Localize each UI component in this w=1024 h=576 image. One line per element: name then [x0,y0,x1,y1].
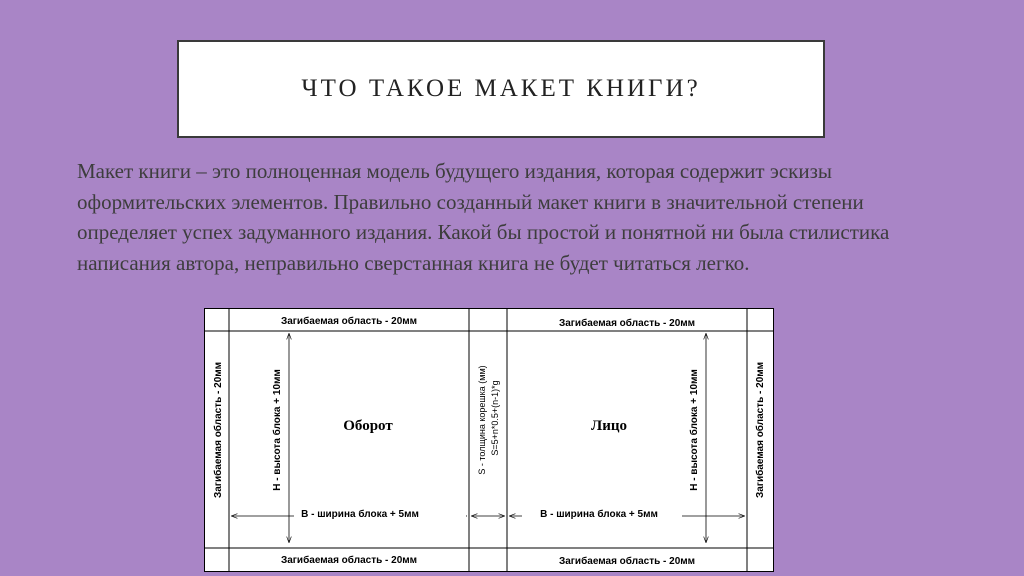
slide-title: ЧТО ТАКОЕ МАКЕТ КНИГИ? [301,75,701,102]
title-box [177,40,825,138]
right-height-label: H - высота блока + 10мм [689,369,700,491]
spine-thickness-label: S - толщина корешка (мм) [477,365,487,475]
left-width-label: B - ширина блока + 5мм [301,509,419,520]
right-bottom-fold-label: Загибаемая область - 20мм [558,556,696,567]
right-top-fold-label: Загибаемая область - 20мм [558,318,696,329]
spine-formula-label: S=5+n*0.5+(n-1)*g [490,380,500,456]
left-top-fold-label: Загибаемая область - 20мм [280,316,418,327]
book-layout-diagram [204,308,774,572]
right-width-label: B - ширина блока + 5мм [540,509,658,520]
left-bottom-fold-label: Загибаемая область - 20мм [280,555,418,566]
verso-page-label: Оборот [343,418,393,434]
recto-page-label: Лицо [591,418,627,434]
right-side-fold-label: Загибаемая область - 20мм [755,361,766,499]
left-side-fold-label: Загибаемая область - 20мм [213,361,224,499]
left-height-label: H - высота блока + 10мм [272,369,283,491]
body-paragraph: Макет книги – это полноценная модель будущего издания, которая содержит эскизы оформительских элементов. Правильно созданный макет книги в значительной степени определяет успех задуманного издания. Какой бы простой и понятной ни была стилистика написания автора, неправильно сверстанная книга не будет читаться легко. [77,159,890,275]
